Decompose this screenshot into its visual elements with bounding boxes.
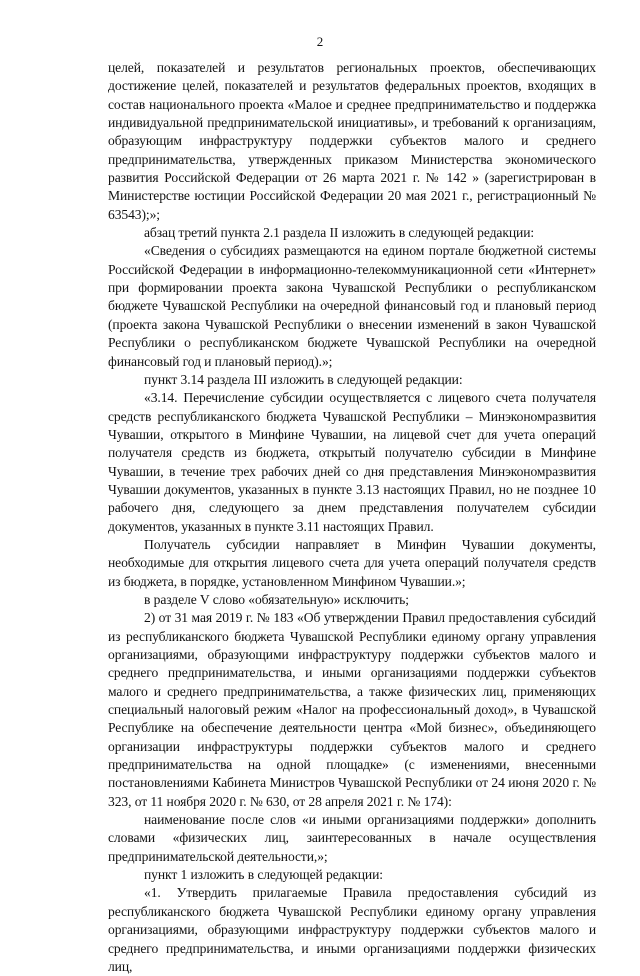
- paragraph: абзац третий пункта 2.1 раздела II изложить в следующей редакции:: [144, 225, 535, 241]
- paragraph: целей, показателей и результатов региональных проектов, обеспечивающих достижение целей, показателей и результатов федеральных проектов, входящих в состав национального проекта «Малое и среднее предпринимательство и поддержка индивидуальной предпринимательской инициативы», и требований к организациям, образующим инфраструктуру поддержки субъектов малого и среднего предпринимательства, утвержденных приказом Министерства экономического развития Российской Федерации от 26 марта 2021 г. № 142 » (зарегистрирован в Министерстве юстиции Российской Федерации 20 мая 2021 г., регистрационный № 63543);»;: [108, 60, 596, 222]
- paragraph: пункт 1 изложить в следующей редакции:: [144, 867, 383, 883]
- page-number: 2: [316, 34, 324, 49]
- paragraph: в разделе V слово «обязательную» исключить;: [144, 591, 409, 607]
- paragraph: пункт 3.14 раздела III изложить в следующей редакции:: [144, 371, 463, 387]
- paragraph: наименование после слов «и иными организациями поддержки» дополнить словами «физических лиц, заинтересованных в начале осуществления предпринимательской деятельности,»;: [108, 812, 596, 864]
- paragraph: Получатель субсидии направляет в Минфин Чувашии документы, необходимые для открытия лицевого счета для учета операций получателя средств из бюджета, в порядке, установленном Минфином Чувашии.»;: [108, 536, 596, 589]
- paragraph: «1. Утвердить прилагаемые Правила предоставления субсидий из республиканского бюджета Чувашской Республики единому органу управления организациями, образующими инфраструктуру поддержки субъектов малого и среднего предпринимательства, и иными организациями поддержки физических лиц,: [108, 885, 596, 974]
- document-body: [108, 59, 596, 976]
- paragraph: «Сведения о субсидиях размещаются на едином портале бюджетной системы Российской Федерации в информационно-телекоммуникационной сети «Интернет» при формировании проекта закона Чувашской Республики о республиканском бюджете Чувашской Республики на очередной финансовый год и плановый период (проекта закона Чувашской Республики о внесении изменений в закон Чувашской Республики о республиканском бюджете Чувашской Республики на очередной финансовый год и плановый период).»;: [108, 243, 596, 369]
- paragraph: 2) от 31 мая 2019 г. № 183 «Об утверждении Правил предоставления субсидий из республиканского бюджета Чувашской Республики единому органу управления организациями, образующими инфраструктуру поддержки субъектов малого и среднего предпринимательства, и иными организациями поддержки субъектов малого и среднего предпринимательства, а также физических лиц, применяющих специальный налоговый режим «Налог на профессиональный доход», в Чувашской Республике на обеспечение деятельности центра «Мой бизнес», объединяющего организации инфраструктуры поддержки субъектов малого и среднего предпринимательства на одной площадке» (с изменениями, внесенными постановлениями Кабинета Министров Чувашской Республики от 24 июня 2020 г. № 323, от 11 ноября 2020 г. № 630, от 28 апреля 2021 г. № 174):: [108, 610, 596, 809]
- paragraph: «3.14. Перечисление субсидии осуществляется с лицевого счета получателя средств республиканского бюджета Чувашской Республики – Минэкономразвития Чувашии, открытого в Минфине Чувашии, на лицевой счет для учета операций получателя средств из бюджета, открытый получателю субсидии в Минфине Чувашии, в течение трех рабочих дней со дня представления Минэкономразвития Чувашии документов, указанных в пункте 3.13 настоящих Правил, но не позднее 10 рабочего дня, следующего за днем представления получателем субсидии документов, указанных в пункте 3.11 настоящих Правил.: [108, 390, 596, 534]
